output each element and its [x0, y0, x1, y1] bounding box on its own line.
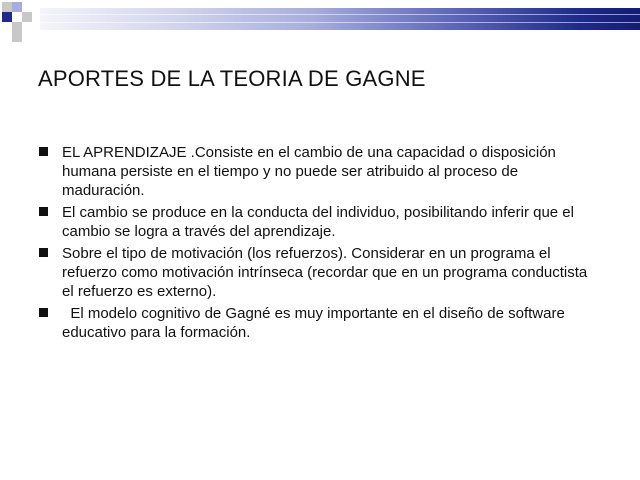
- header-gradient-bar: [40, 8, 640, 30]
- corner-square-icon: [12, 2, 22, 12]
- corner-square-icon: [2, 2, 12, 12]
- bullet-list: [38, 143, 598, 345]
- square-bullet-icon: [39, 207, 48, 216]
- bullet-item: [38, 244, 598, 301]
- square-bullet-icon: [39, 147, 48, 156]
- slide-title: APORTES DE LA TEORIA DE GAGNE: [38, 66, 426, 91]
- bullet-text: Sobre el tipo de motivación (los refuerzos). Considerar en un programa el refuerzo como motivación intrínseca (recordar que en un programa conductista el refuerzo es externo).: [62, 245, 592, 300]
- corner-square-icon: [22, 12, 32, 22]
- bullet-text: El cambio se produce en la conducta del individuo, posibilitando inferir que el cambio se logra a través del aprendizaje.: [62, 204, 579, 240]
- corner-square-icon: [2, 12, 12, 22]
- bullet-text: El modelo cognitivo de Gagné es muy importante en el diseño de software educativo para la formación.: [62, 305, 569, 341]
- square-bullet-icon: [39, 248, 48, 257]
- bullet-text: EL APRENDIZAJE .Consiste en el cambio de una capacidad o disposición humana persiste en el tiempo y no puede ser atribuido al proceso de maduración.: [62, 144, 561, 199]
- bullet-item: [38, 143, 598, 200]
- square-bullet-icon: [39, 308, 48, 317]
- corner-square-icon: [12, 22, 22, 32]
- bullet-item: [38, 304, 598, 342]
- corner-square-icon: [12, 32, 22, 42]
- bullet-item: [38, 203, 598, 241]
